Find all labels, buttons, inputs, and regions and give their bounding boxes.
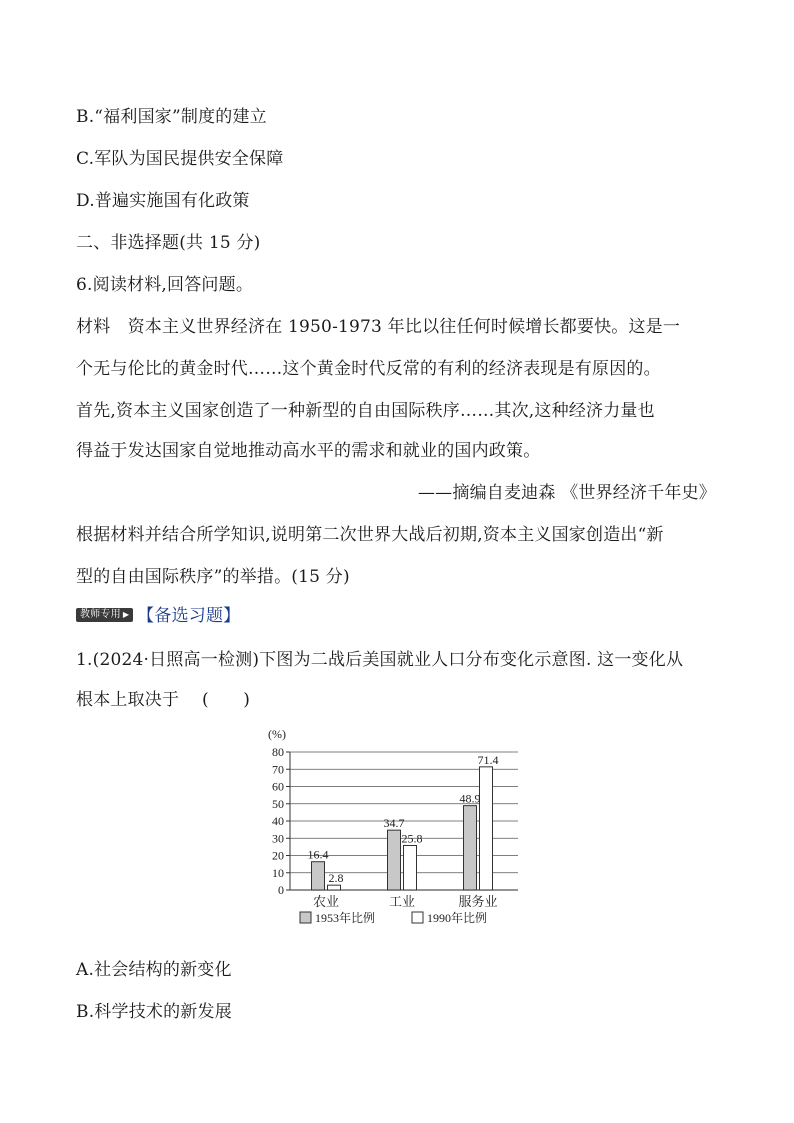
material-line-1: 材料 资本主义世界经济在 1950-1973 年比以往任何时候增长都要快。这是一 [76,317,681,337]
x-tick-label: 工业 [388,894,416,909]
option-b-next: B.科学技术的新发展 [76,1002,232,1022]
question-6-ask-line-1: 根据材料并结合所学知识,说明第二次世界大战后初期,资本主义国家创造出“新 [76,525,664,545]
y-axis-label: (%) [268,727,286,741]
question-6-stem: 6.阅读材料,回答问题。 [76,275,254,295]
data-label: 2.8 [328,871,344,886]
x-tick-label: 服务业 [458,894,498,909]
bar [388,830,401,890]
data-label: 16.4 [307,847,329,862]
y-tick-label: 40 [272,814,284,828]
bar [464,806,477,890]
y-tick-label: 0 [278,883,284,897]
legend-label: 1953年比例 [315,911,376,925]
question-6-ask-line-2: 型的自由国际秩序”的举措。(15 分) [76,567,350,587]
y-tick-label: 20 [272,848,284,863]
y-tick-label: 10 [272,865,284,880]
material-line-3: 首先,资本主义国家创造了一种新型的自由国际秩序……其次,这种经济力量也 [76,401,655,421]
legend-label: 1990年比例 [427,911,488,925]
y-tick-label: 60 [272,779,284,794]
option-c-prev: C.军队为国民提供安全保障 [76,149,284,169]
bar [480,767,493,890]
option-d-prev: D.普遍实施国有化政策 [76,191,250,211]
data-label: 71.4 [477,752,499,767]
legend-swatch [412,912,423,923]
y-tick-label: 70 [272,762,284,777]
option-a-next: A.社会结构的新变化 [76,960,232,980]
material-line-2: 个无与伦比的黄金时代……这个黄金时代反常的有利的经济表现是有原因的。 [76,359,661,379]
legend-swatch [300,912,311,923]
data-label: 25.8 [401,831,423,846]
teacher-only-badge: 教师专用 ▶ [76,608,133,622]
bar [404,845,417,890]
employment-bar-chart [250,722,540,942]
question-1-stem-line-1: 1.(2024·日照高一检测)下图为二战后美国就业人口分布变化示意图. 这一变化从 [76,650,684,670]
y-tick-label: 50 [272,796,284,811]
data-label: 34.7 [383,816,405,831]
option-b-prev: B.“福利国家”制度的建立 [76,107,267,127]
extra-header [76,606,240,626]
bar [312,862,325,890]
play-icon: ▶ [122,609,130,619]
material-source: ——摘编自麦迪森 《世界经济千年史》 [417,483,716,503]
bar [328,885,341,890]
question-1-stem-line-2: 根本上取决于 ( ) [76,690,251,710]
extra-title: 【备选习题】 [137,606,241,626]
y-tick-label: 30 [272,831,284,846]
material-line-4: 得益于发达国家自觉地推动高水平的需求和就业的国内政策。 [76,441,541,461]
data-label: 48.9 [459,791,481,806]
section-title: 二、非选择题(共 15 分) [76,233,261,253]
y-tick-label: 80 [272,745,284,759]
x-tick-label: 农业 [312,894,340,909]
